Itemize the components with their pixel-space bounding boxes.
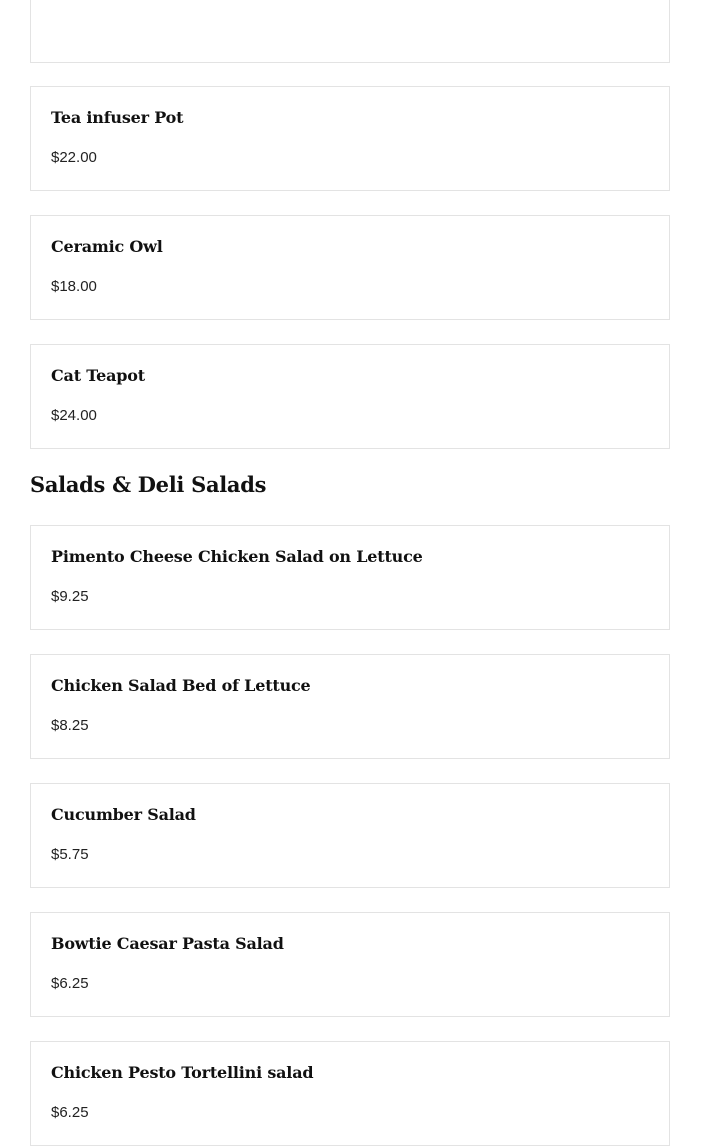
menu-item-price: $6.25 (51, 975, 89, 992)
menu-item-card[interactable] (30, 1041, 670, 1146)
menu-item-card[interactable] (30, 912, 670, 1017)
menu-item-name: Chicken Salad Bed of Lettuce (51, 676, 311, 695)
menu-item-card[interactable] (30, 0, 670, 63)
menu-item-card[interactable] (30, 215, 670, 320)
menu-item-name: Cucumber Salad (51, 805, 196, 824)
menu-item-card[interactable] (30, 654, 670, 759)
menu-item-price: $18.00 (51, 278, 97, 295)
menu-item-card[interactable] (30, 783, 670, 888)
menu-item-price: $22.00 (51, 149, 97, 166)
menu-item-price: $5.75 (51, 846, 89, 863)
menu-item-name: Cat Teapot (51, 366, 145, 385)
menu-item-price: $9.25 (51, 588, 89, 605)
menu-item-name: Chicken Pesto Tortellini salad (51, 1063, 314, 1082)
menu-item-name: Ceramic Owl (51, 237, 163, 256)
menu-item-card[interactable] (30, 525, 670, 630)
menu-item-price: $24.00 (51, 407, 97, 424)
menu-item-name: Bowtie Caesar Pasta Salad (51, 934, 284, 953)
menu-item-card[interactable] (30, 86, 670, 191)
menu-item-price: $8.25 (51, 717, 89, 734)
menu-item-price: $6.25 (51, 1104, 89, 1121)
menu-item-name: Pimento Cheese Chicken Salad on Lettuce (51, 547, 423, 566)
menu-item-card[interactable] (30, 344, 670, 449)
menu-item-name: Tea infuser Pot (51, 108, 184, 127)
section-heading-salads: Salads & Deli Salads (30, 472, 267, 497)
